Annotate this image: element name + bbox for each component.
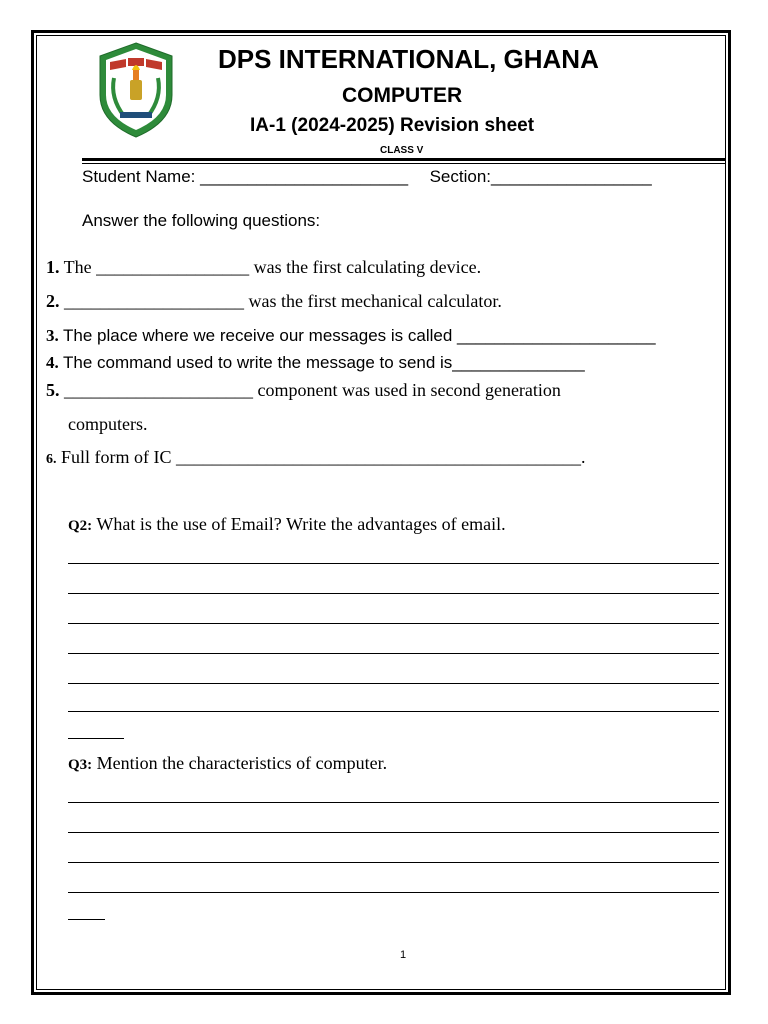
page-number: 1 (400, 949, 407, 961)
question-number: 4. (46, 353, 59, 372)
blank-question-5-continued: computers. (68, 414, 148, 434)
answer-line[interactable] (68, 683, 719, 684)
question-text: Mention the characteristics of computer. (92, 753, 388, 773)
question-text: _____________________ component was used in second generation (64, 380, 561, 400)
header-divider-thick (82, 158, 725, 161)
class-label: CLASS V (380, 145, 424, 156)
question-text: Full form of IC _____________________________________________. (61, 447, 586, 467)
answer-line[interactable] (68, 711, 719, 712)
question-text: The place where we receive our messages is called _____________________ (63, 326, 656, 345)
student-name-field[interactable]: Student Name: ______________________ (82, 167, 409, 186)
question-number: 6. (46, 452, 57, 467)
header-divider-thin (82, 163, 725, 164)
answer-line[interactable] (68, 593, 719, 594)
blank-question-4 (46, 353, 585, 373)
answer-line-stub[interactable] (68, 738, 124, 739)
school-crest-logo (90, 40, 182, 140)
answer-line[interactable] (68, 653, 719, 654)
question-2 (68, 514, 506, 535)
question-label: Q2: (68, 518, 93, 534)
answer-line[interactable] (68, 623, 719, 624)
answer-line[interactable] (68, 563, 719, 564)
answer-line[interactable] (68, 802, 719, 803)
instructions: Answer the following questions: (82, 211, 321, 230)
blank-question-2 (46, 291, 502, 312)
answer-line-stub[interactable] (68, 919, 105, 920)
blank-question-1 (46, 257, 481, 278)
student-info-row (82, 167, 652, 187)
question-number: 1. (46, 257, 60, 277)
question-text: The _________________ was the first calculating device. (59, 257, 482, 277)
question-label: Q3: (68, 757, 93, 773)
subject-title: COMPUTER (342, 84, 463, 107)
blank-question-6 (46, 447, 586, 468)
exam-title: IA-1 (2024-2025) Revision sheet (250, 115, 535, 136)
blank-question-3 (46, 326, 656, 346)
question-number: 5. (46, 380, 60, 400)
question-number: 2. (46, 291, 60, 311)
answer-line[interactable] (68, 832, 719, 833)
answer-line[interactable] (68, 892, 719, 893)
question-3 (68, 753, 387, 774)
question-text: ____________________ was the first mechanical calculator. (64, 291, 502, 311)
question-text: The command used to write the message to send is______________ (63, 353, 585, 372)
section-field[interactable]: Section:_________________ (429, 167, 652, 186)
blank-question-5 (46, 380, 561, 401)
question-text: What is the use of Email? Write the advantages of email. (92, 514, 506, 534)
question-number: 3. (46, 326, 59, 345)
answer-line[interactable] (68, 862, 719, 863)
school-name: DPS INTERNATIONAL, GHANA (218, 44, 599, 74)
